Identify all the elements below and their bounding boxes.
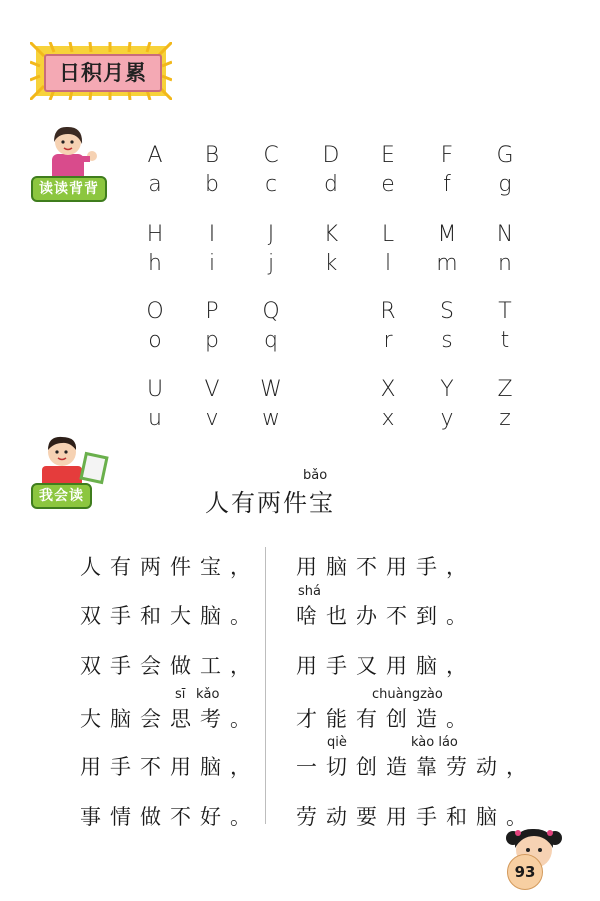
alphabet-letter: m bbox=[436, 251, 458, 276]
alphabet-letter: J bbox=[267, 222, 275, 247]
alphabet-letter: a bbox=[148, 172, 162, 197]
alphabet-letter: R bbox=[380, 299, 396, 324]
poem-divider bbox=[265, 547, 266, 824]
alphabet-letter: S bbox=[440, 299, 454, 324]
poem-right-line-1: 用脑不用手， bbox=[296, 555, 476, 579]
page-number: 93 bbox=[507, 854, 543, 890]
alphabet-letter: b bbox=[205, 172, 219, 197]
section-title: 日积月累 bbox=[44, 54, 162, 92]
alphabet-letter: u bbox=[148, 406, 162, 431]
pinyin-sha: shá bbox=[298, 584, 321, 599]
alphabet-letter: H bbox=[146, 222, 164, 247]
alphabet-letter: t bbox=[500, 328, 510, 353]
alphabet-letter: A bbox=[147, 143, 163, 168]
alphabet-letter: z bbox=[499, 406, 511, 431]
alphabet-letter: Z bbox=[497, 377, 513, 402]
poem-left-line-6: 事情做不好。 bbox=[80, 805, 260, 829]
poem-right-line-6: 劳动要用手和脑。 bbox=[296, 805, 536, 829]
alphabet-letter: E bbox=[381, 143, 395, 168]
alphabet-letter: X bbox=[380, 377, 396, 402]
alphabet-letter: P bbox=[205, 299, 219, 324]
poem-left-line-1: 人有两件宝， bbox=[80, 555, 260, 579]
section-title-banner bbox=[30, 42, 172, 100]
pinyin-kao: kǎo bbox=[196, 687, 220, 702]
alphabet-letter: D bbox=[322, 143, 340, 168]
alphabet-letter: d bbox=[324, 172, 338, 197]
alphabet-letter: C bbox=[263, 143, 279, 168]
alphabet-letter: U bbox=[146, 377, 164, 402]
pinyin-bao: bǎo bbox=[303, 468, 328, 483]
poem-right-line-5: 一切创造靠劳动， bbox=[296, 755, 536, 779]
pinyin-kao-lao: kào láo bbox=[411, 735, 458, 750]
alphabet-letter: j bbox=[267, 251, 275, 276]
alphabet-letter: v bbox=[205, 406, 219, 431]
alphabet-letter: c bbox=[264, 172, 278, 197]
alphabet-letter: h bbox=[148, 251, 162, 276]
alphabet-letter: l bbox=[384, 251, 392, 276]
alphabet-letter: K bbox=[323, 222, 339, 247]
i-can-read-tag: 我会读 bbox=[31, 483, 92, 509]
poem-right-line-4: 才能有创造。 bbox=[296, 707, 476, 731]
alphabet-letter: p bbox=[205, 328, 219, 353]
alphabet-letter: M bbox=[437, 222, 457, 247]
alphabet-letter: L bbox=[381, 222, 395, 247]
alphabet-letter: q bbox=[264, 328, 278, 353]
poem-left-line-2: 双手和大脑。 bbox=[80, 604, 260, 628]
alphabet-letter: F bbox=[440, 143, 454, 168]
alphabet-letter: B bbox=[204, 143, 220, 168]
alphabet-letter: I bbox=[208, 222, 216, 247]
alphabet-letter: k bbox=[324, 251, 338, 276]
boy-reading-illustration bbox=[36, 432, 110, 490]
poem-left-line-3: 双手会做工， bbox=[80, 654, 260, 678]
alphabet-letter: T bbox=[498, 299, 512, 324]
alphabet-letter: O bbox=[146, 299, 164, 324]
poem-title: 人有两件宝 bbox=[205, 489, 335, 517]
alphabet-letter: f bbox=[443, 172, 451, 197]
pinyin-qie: qiè bbox=[327, 735, 347, 750]
alphabet-letter: r bbox=[383, 328, 393, 353]
alphabet-letter: W bbox=[260, 377, 282, 402]
poem-left-line-4: 大脑会思考。 bbox=[80, 707, 260, 731]
girl-reading-illustration bbox=[38, 122, 108, 184]
alphabet-letter: g bbox=[498, 172, 512, 197]
poem-right-line-3: 用手又用脑， bbox=[296, 654, 476, 678]
poem-right-line-2: 啥也办不到。 bbox=[296, 604, 476, 628]
pinyin-si: sī bbox=[175, 687, 186, 702]
alphabet-letter: w bbox=[262, 406, 280, 431]
alphabet-letter: V bbox=[204, 377, 220, 402]
alphabet-letter: x bbox=[381, 406, 395, 431]
alphabet-letter: i bbox=[208, 251, 216, 276]
alphabet-letter: s bbox=[441, 328, 453, 353]
alphabet-letter: y bbox=[440, 406, 454, 431]
pinyin-chuangzao: chuàngzào bbox=[372, 687, 443, 702]
alphabet-letter: G bbox=[496, 143, 514, 168]
poem-left-line-5: 用手不用脑， bbox=[80, 755, 260, 779]
alphabet-letter: Q bbox=[262, 299, 280, 324]
alphabet-letter: e bbox=[381, 172, 395, 197]
alphabet-letter: o bbox=[148, 328, 162, 353]
alphabet-letter: n bbox=[498, 251, 512, 276]
alphabet-letter: N bbox=[496, 222, 514, 247]
read-recite-tag: 读读背背 bbox=[31, 176, 107, 202]
alphabet-letter: Y bbox=[440, 377, 454, 402]
